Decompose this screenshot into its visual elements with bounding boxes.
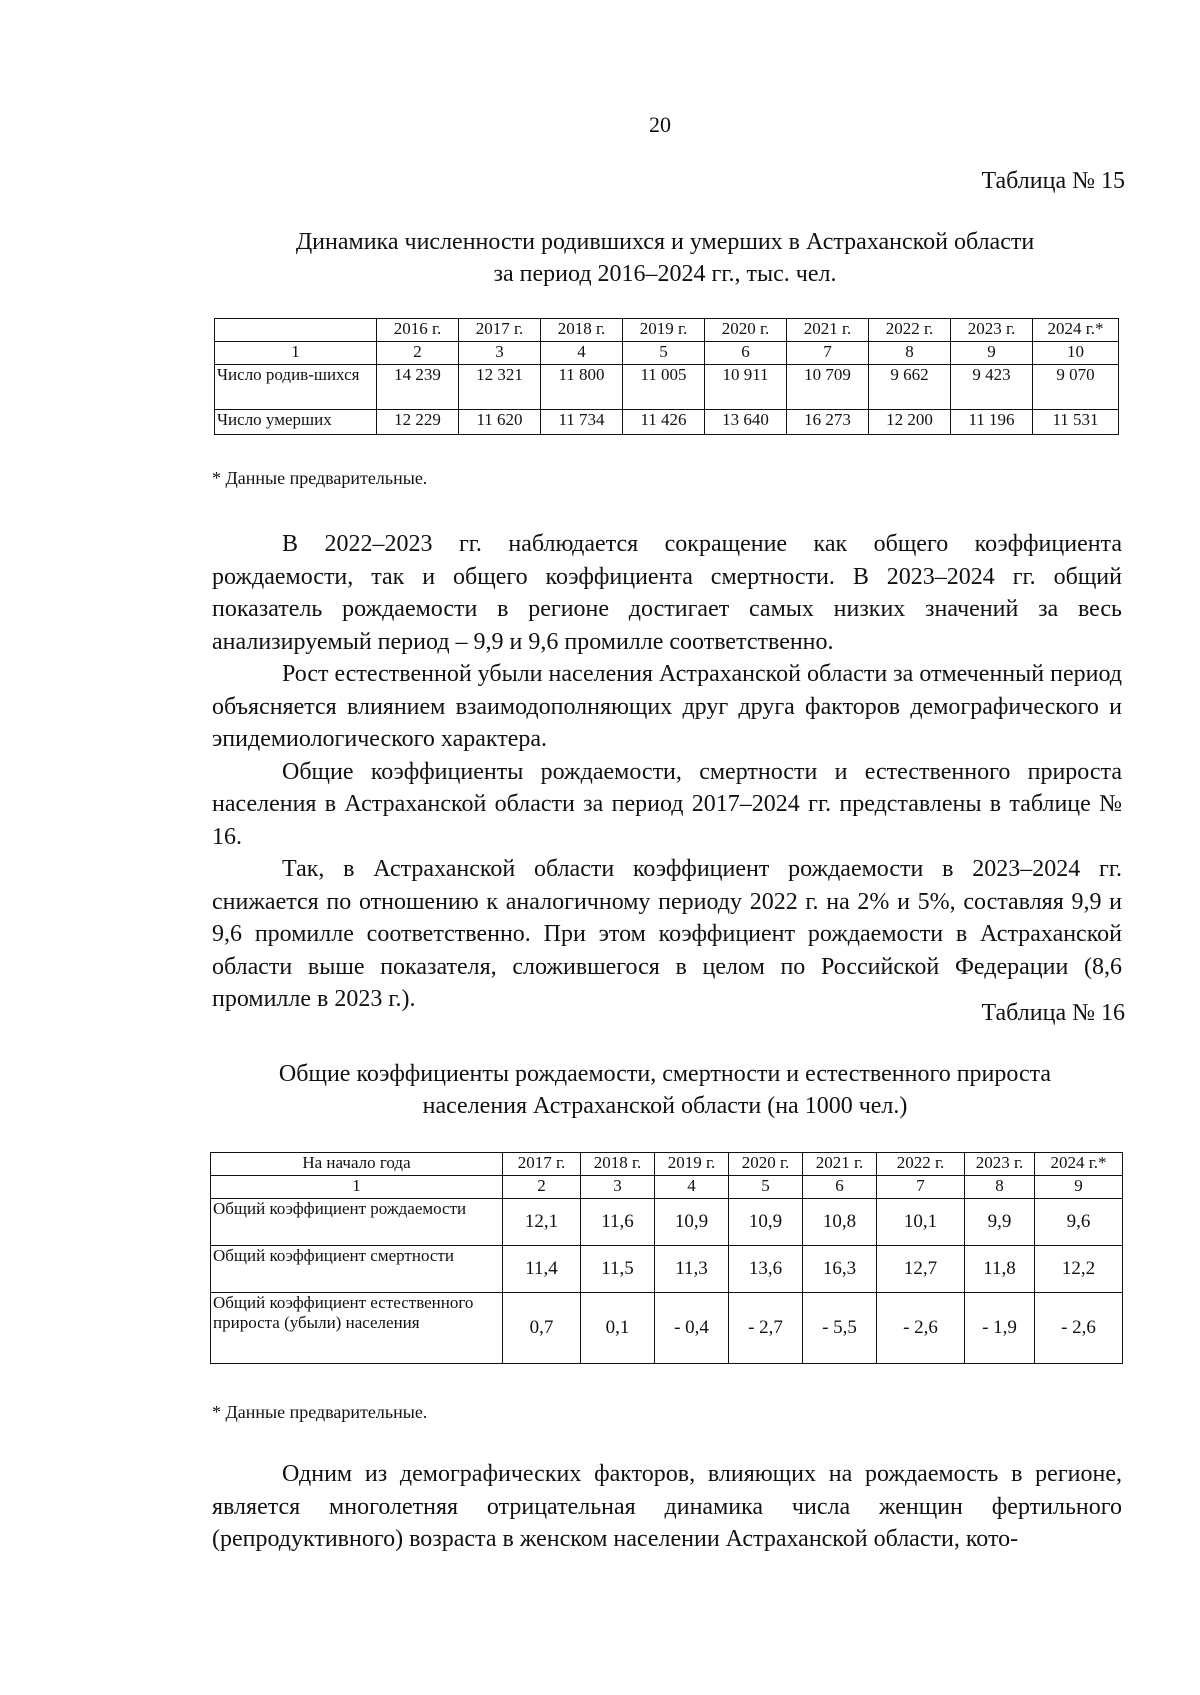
table-cell: 11 196 (951, 410, 1033, 435)
table-header-cell: 2020 г. (729, 1153, 803, 1176)
paragraph: В 2022–2023 гг. наблюдается сокращение как общего коэффициента рождаемости, так и общего коэффициента смертности. В 2023–2024 гг. общий показатель рождаемости в регионе достигает самых низких значений за весь анализируемый период – 9,9 и 9,6 промилле соответственно. (212, 531, 1122, 655)
table-16-index-row (211, 1176, 1123, 1199)
table-16 (210, 1152, 1123, 1364)
table-header-cell: 2017 г. (459, 319, 541, 342)
table-index-cell: 1 (215, 342, 377, 365)
table-index-cell: 2 (503, 1176, 581, 1199)
table-cell: 11 426 (623, 410, 705, 435)
table-header-cell: 2019 г. (623, 319, 705, 342)
table-row-label: Число умерших (215, 410, 377, 435)
table-15 (214, 318, 1119, 435)
body-text-end (212, 1458, 1122, 1556)
table-cell: 12 229 (377, 410, 459, 435)
table-header-cell: 2018 г. (581, 1153, 655, 1176)
table-cell: - 2,7 (729, 1293, 803, 1364)
table-cell: 11,4 (503, 1246, 581, 1293)
table-header-cell (215, 319, 377, 342)
table-16-footnote: * Данные предварительные. (212, 1402, 428, 1422)
table-cell: 0,7 (503, 1293, 581, 1364)
table-cell: 0,1 (581, 1293, 655, 1364)
table-cell: 11 800 (541, 365, 623, 410)
table-cell: 11 005 (623, 365, 705, 410)
table-index-cell: 6 (803, 1176, 877, 1199)
table-cell: 10,9 (729, 1199, 803, 1246)
table-header-cell: 2017 г. (503, 1153, 581, 1176)
table-cell: 11,5 (581, 1246, 655, 1293)
paragraph: Так, в Астраханской области коэффициент рождаемости в 2023–2024 гг. снижается по отношению к аналогичному периоду 2022 г. на 2% и 5%, составляя 9,9 и 9,6 промилле соответственно. При этом коэффициент рождаемости в Астраханской области выше показателя, сложившегося в целом по Российской Федерации (8,6 промилле в 2023 г.). (212, 856, 1122, 1012)
table-row-label: Число родив-шихся (215, 365, 377, 410)
table-cell: 11 734 (541, 410, 623, 435)
table-cell: 9 662 (869, 365, 951, 410)
table-index-cell: 10 (1033, 342, 1119, 365)
table-cell: 16,3 (803, 1246, 877, 1293)
table-cell: 14 239 (377, 365, 459, 410)
table-row (215, 365, 1119, 410)
table-cell: - 5,5 (803, 1293, 877, 1364)
table-15-title (210, 226, 1120, 290)
table-header-cell: 2022 г. (877, 1153, 965, 1176)
table-cell: 13,6 (729, 1246, 803, 1293)
body-text (212, 528, 1122, 1016)
table-index-cell: 8 (965, 1176, 1035, 1199)
paragraph: Общие коэффициенты рождаемости, смертности и естественного прироста населения в Астраханской области за период 2017–2024 гг. представлены в таблице № 16. (212, 758, 1122, 850)
table-index-cell: 3 (581, 1176, 655, 1199)
table-cell: 12,2 (1035, 1246, 1123, 1293)
page-number: 20 (649, 112, 671, 137)
table-header-cell: 2021 г. (803, 1153, 877, 1176)
table-cell: 9 070 (1033, 365, 1119, 410)
table-cell: - 1,9 (965, 1293, 1035, 1364)
table-header-cell: 2024 г.* (1035, 1153, 1123, 1176)
table-row-label: Общий коэффициент смертности (211, 1246, 503, 1293)
table-cell: 12,1 (503, 1199, 581, 1246)
table-cell: 13 640 (705, 410, 787, 435)
table-header-cell: 2021 г. (787, 319, 869, 342)
table-index-cell: 7 (877, 1176, 965, 1199)
paragraph: Одним из демографических факторов, влияющих на рождаемость в регионе, является многолетняя отрицательная динамика числа женщин фертильного (репродуктивного) возраста в женском населении Астраханской области, кото- (212, 1461, 1122, 1552)
table-row (211, 1199, 1123, 1246)
table-index-cell: 3 (459, 342, 541, 365)
table-cell: 11,3 (655, 1246, 729, 1293)
table-header-cell: 2023 г. (965, 1153, 1035, 1176)
table-row-label: Общий коэффициент естественного прироста (убыли) населения (211, 1293, 503, 1364)
table-cell: 9,9 (965, 1199, 1035, 1246)
table-cell: 10 911 (705, 365, 787, 410)
table-cell: 10,1 (877, 1199, 965, 1246)
table-header-cell: 2018 г. (541, 319, 623, 342)
table-cell: 11,6 (581, 1199, 655, 1246)
table-16-title-line-2: населения Астраханской области (на 1000 чел.) (422, 1093, 908, 1119)
table-cell: 11,8 (965, 1246, 1035, 1293)
table-row (215, 410, 1119, 435)
table-cell: - 2,6 (877, 1293, 965, 1364)
table-15-caption: Таблица № 15 (981, 168, 1125, 194)
table-header-cell: 2024 г.* (1033, 319, 1119, 342)
table-cell: - 0,4 (655, 1293, 729, 1364)
table-header-cell: 2022 г. (869, 319, 951, 342)
table-cell: 16 273 (787, 410, 869, 435)
table-cell: 12 200 (869, 410, 951, 435)
table-cell: 12 321 (459, 365, 541, 410)
table-header-cell: 2023 г. (951, 319, 1033, 342)
table-header-cell: 2019 г. (655, 1153, 729, 1176)
table-cell: 10,8 (803, 1199, 877, 1246)
table-cell: 10,9 (655, 1199, 729, 1246)
paragraph: Рост естественной убыли населения Астраханской области за отмеченный период объясняется влиянием взаимодополняющих друг друга факторов демографического и эпидемиологического характера. (212, 661, 1122, 752)
table-index-cell: 2 (377, 342, 459, 365)
table-index-cell: 5 (729, 1176, 803, 1199)
table-cell: 11 531 (1033, 410, 1119, 435)
table-index-cell: 5 (623, 342, 705, 365)
table-16-title-line-1: Общие коэффициенты рождаемости, смертности и естественного прироста (278, 1061, 1052, 1087)
table-cell: - 2,6 (1035, 1293, 1123, 1364)
table-15-title-line-2: за период 2016–2024 гг., тыс. чел. (493, 261, 837, 287)
table-index-cell: 9 (1035, 1176, 1123, 1199)
table-15-footnote: * Данные предварительные. (212, 468, 428, 488)
table-cell: 9,6 (1035, 1199, 1123, 1246)
table-header-cell: На начало года (211, 1153, 503, 1176)
table-index-cell: 8 (869, 342, 951, 365)
table-header-cell: 2016 г. (377, 319, 459, 342)
table-15-index-row (215, 342, 1119, 365)
table-cell: 9 423 (951, 365, 1033, 410)
table-index-cell: 6 (705, 342, 787, 365)
table-15-title-line-1: Динамика численности родившихся и умерших в Астраханской области (295, 229, 1035, 255)
table-16-title (210, 1058, 1120, 1122)
table-header-cell: 2020 г. (705, 319, 787, 342)
table-15-header-row (215, 319, 1119, 342)
table-index-cell: 4 (541, 342, 623, 365)
table-cell: 11 620 (459, 410, 541, 435)
table-row (211, 1246, 1123, 1293)
table-index-cell: 4 (655, 1176, 729, 1199)
table-index-cell: 7 (787, 342, 869, 365)
table-index-cell: 1 (211, 1176, 503, 1199)
table-16-header-row (211, 1153, 1123, 1176)
table-16-caption: Таблица № 16 (981, 1000, 1125, 1026)
table-row-label: Общий коэффициент рождаемости (211, 1199, 503, 1246)
table-index-cell: 9 (951, 342, 1033, 365)
table-cell: 10 709 (787, 365, 869, 410)
table-row (211, 1293, 1123, 1364)
table-cell: 12,7 (877, 1246, 965, 1293)
